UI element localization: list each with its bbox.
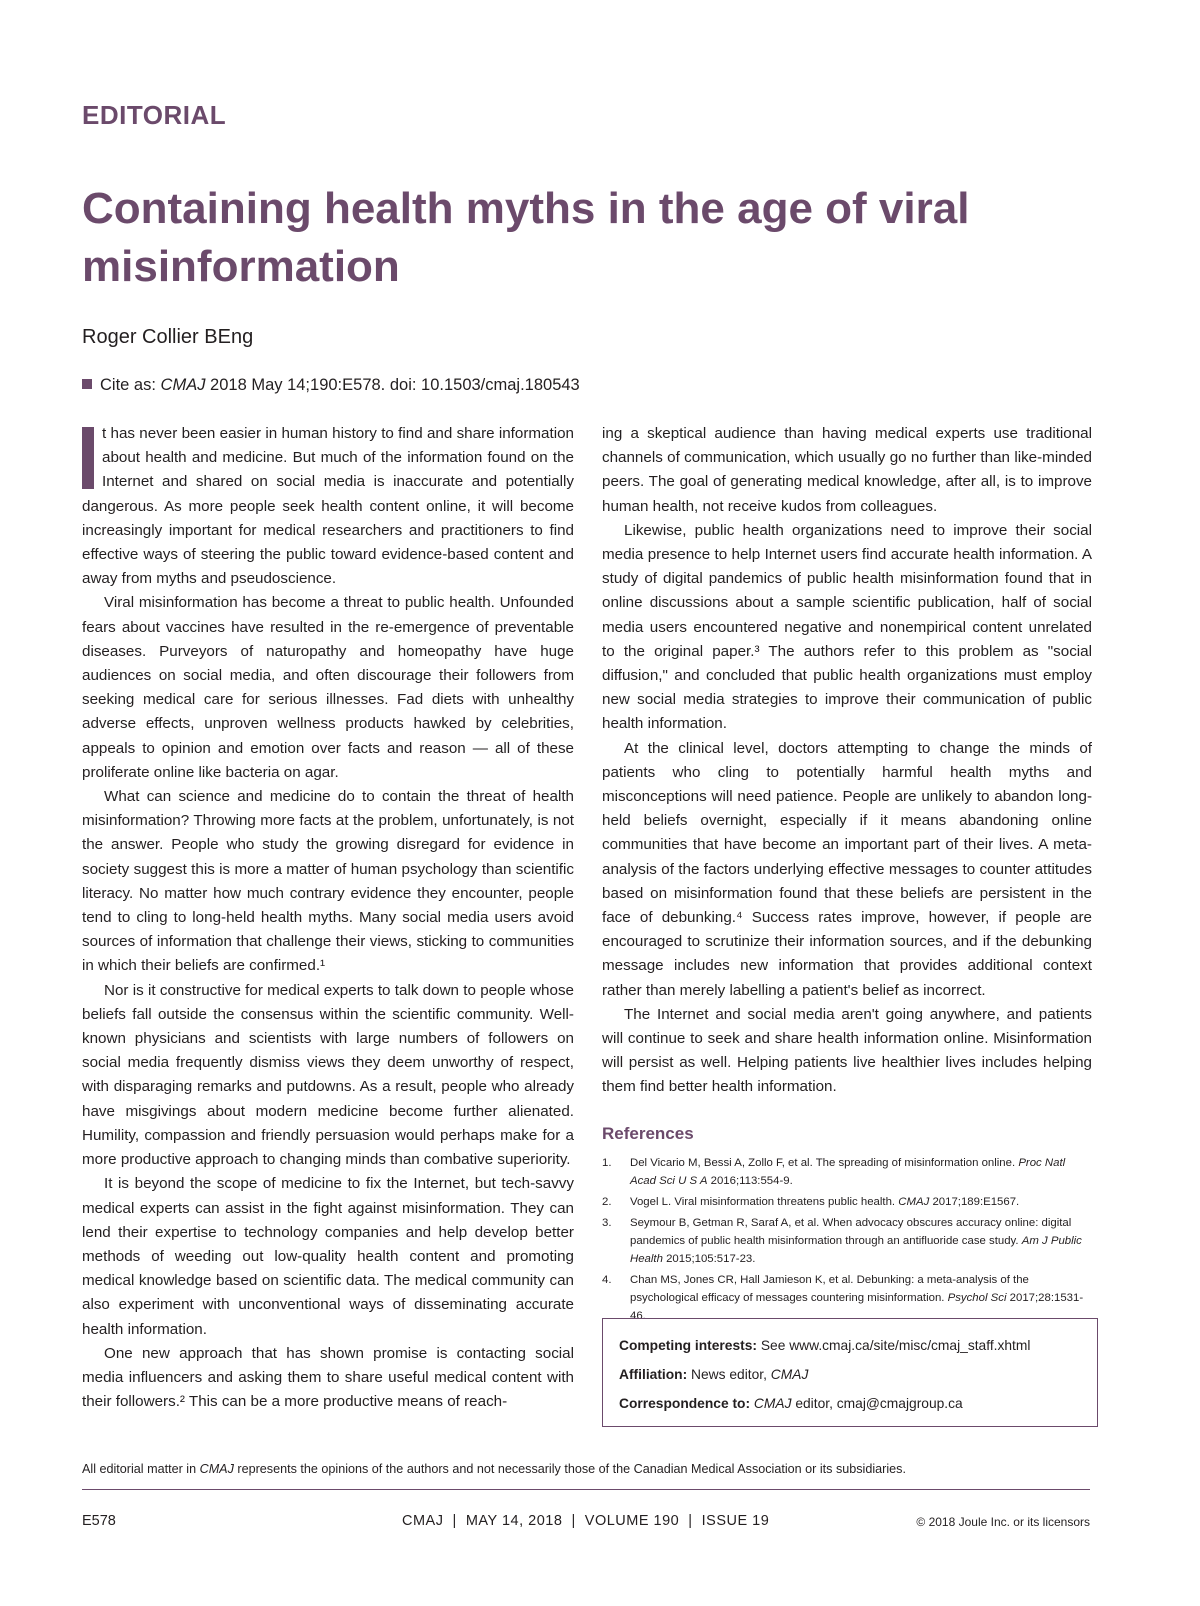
body-column-left	[82, 422, 574, 1414]
reference-volume: 2015;105:517-23.	[662, 1252, 756, 1265]
cite-details: 2018 May 14;190:E578. doi: 10.1503/cmaj.180543	[205, 376, 580, 394]
reference-text	[630, 1271, 1092, 1325]
affiliation-label: Affiliation:	[619, 1367, 688, 1382]
disclaimer-prefix: All editorial matter in	[82, 1462, 200, 1476]
competing-interests-value: See www.cmaj.ca/site/misc/cmaj_staff.xhtml	[756, 1338, 1031, 1353]
paragraph: Likewise, public health organizations need to improve their social media presence to help Internet users find accurate health information. A study of digital pandemics of public health misinformation found that in online discussions about a sample scientific publication, half of social media users encountered negative and nonempirical content unrelated to the original paper.³ The authors refer to this problem as "social diffusion," and concluded that public health organizations must employ new social media strategies to improve their communication of public health information.	[602, 521, 1092, 733]
citation-line	[82, 376, 580, 395]
paragraph	[82, 422, 574, 591]
reference-number: 3.	[602, 1216, 612, 1229]
reference-number: 2.	[602, 1195, 612, 1208]
reference-journal: Proc Natl Acad Sci U S A	[630, 1156, 1066, 1187]
article-title: Containing health myths in the age of viral misinformation	[82, 184, 970, 291]
bullet-square-icon	[82, 379, 92, 389]
reference-text	[630, 1193, 1092, 1211]
reference-journal: Psychol Sci	[947, 1291, 1007, 1304]
affiliation	[619, 1360, 1085, 1389]
body-column-right	[602, 422, 1092, 1328]
reference-volume: 2017;28:1531-46.	[630, 1291, 1084, 1322]
reference-item	[602, 1271, 1092, 1325]
references-heading: References	[602, 1123, 694, 1143]
reference-text	[630, 1214, 1092, 1268]
reference-journal: CMAJ	[898, 1195, 930, 1208]
cite-prefix: Cite as:	[100, 376, 161, 394]
reference-item	[602, 1193, 1092, 1211]
correspondence-value: editor, cmaj@cmajgroup.ca	[791, 1396, 963, 1411]
paragraph: ing a skeptical audience than having medical experts use traditional channels of communication, which usually go no further than like-minded peers. The goal of generating medical knowledge, after all, is to improve human health, not receive kudos from colleagues.	[602, 425, 1092, 515]
paragraph: One new approach that has shown promise is contacting social media influencers and asking them to share useful medical content with their followers.² This can be a more productive means of reach-	[82, 1344, 574, 1411]
reference-number: 1.	[602, 1156, 612, 1169]
reference-body: Seymour B, Getman R, Saraf A, et al. When advocacy obscures accuracy online: digital pandemics of public health misinformation through an antifluoride case study.	[630, 1216, 1072, 1247]
paragraph: Nor is it constructive for medical experts to talk down to people whose beliefs fall outside the consensus within the scientific community. Well-known physicians and scientists with large numbers of followers on social media frequently dismiss views they deem unworthy of respect, with disparaging remarks and putdowns. As a result, people who already have misgivings about modern medicine become further alienated. Humility, compassion and friendly persuasion would perhaps make for a more productive approach to changing minds than combative superiority.	[82, 981, 574, 1169]
reference-text	[630, 1154, 1092, 1190]
reference-body: Chan MS, Jones CR, Hall Jamieson K, et al. Debunking: a meta-analysis of the psychological efficacy of messages countering misinformation.	[630, 1273, 1029, 1304]
reference-body: Del Vicario M, Bessi A, Zollo F, et al. The spreading of misinformation online.	[630, 1156, 1019, 1169]
paragraph: At the clinical level, doctors attempting to change the minds of patients who cling to potentially harmful health myths and misconceptions will need patience. People are unlikely to abandon long-held beliefs overnight, especially if it means abandoning online communities that have become an important part of their lives. A meta-analysis of the factors underlying effective messages to counter attitudes based on misinformation found that these beliefs are persistent in the face of debunking.⁴ Success rates improve, however, if people are encouraged to scrutinize their information sources, and if the debunking message includes new information that provides additional context rather than merely labelling a patient's belief as incorrect.	[602, 739, 1092, 999]
section-label: EDITORIAL	[82, 100, 227, 130]
correspondence-label: Correspondence to:	[619, 1396, 751, 1411]
reference-item	[602, 1214, 1092, 1268]
reference-volume: 2016;113:554-9.	[707, 1174, 793, 1187]
disclaimer-rest: represents the opinions of the authors and not necessarily those of the Canadian Medical Association or its subsidiaries.	[233, 1462, 906, 1476]
copyright-notice: © 2018 Joule Inc. or its licensors	[916, 1515, 1090, 1529]
reference-number: 4.	[602, 1273, 612, 1286]
cite-journal: CMAJ	[160, 376, 206, 394]
affiliation-journal: CMAJ	[770, 1367, 809, 1382]
correspondence	[619, 1389, 1085, 1418]
paragraph: The Internet and social media aren't going anywhere, and patients will continue to seek and share health information online. Misinformation will persist as well. Helping patients live healthier lives includes helping them find better health information.	[602, 1005, 1092, 1096]
paragraph: What can science and medicine do to contain the threat of health misinformation? Throwing more facts at the problem, unfortunately, is not the answer. People who study the growing disregard for evidence in society suggest this is more a matter of human psychology than scientific literacy. No matter how much contrary evidence they encounter, people tend to cling to long-held health myths. Many social media users avoid sources of information that challenge their views, sticking to communities in which their beliefs are confirmed.¹	[82, 788, 574, 975]
paragraph: Viral misinformation has become a threat to public health. Unfounded fears about vaccines have resulted in the re-emergence of preventable diseases. Purveyors of naturopathy and homeopathy have huge audiences on social media, and often discourage their followers from seeking medical care for serious illnesses. Fad diets with unhealthy adverse effects, unproven wellness products hawked by celebrities, appeals to opinion and emotion over facts and reason — all of these proliferate online like bacteria on agar.	[82, 594, 574, 781]
competing-interests-label: Competing interests:	[619, 1338, 757, 1353]
paragraph: It is beyond the scope of medicine to fix the Internet, but tech-savvy medical experts can assist in the fight against misinformation. They can lend their expertise to technology companies and help develop better methods of weeding out low-quality health content and promoting medical knowledge based on scientific data. The medical community can also experiment with unconventional ways of disseminating accurate health information.	[82, 1175, 574, 1338]
author-byline: Roger Collier BEng	[82, 326, 254, 348]
references-list	[602, 1154, 1092, 1325]
reference-journal: Am J Public Health	[630, 1234, 1082, 1265]
editorial-disclaimer	[82, 1462, 1092, 1476]
disclaimer-journal: CMAJ	[199, 1462, 234, 1476]
author-info-box	[602, 1318, 1098, 1427]
competing-interests	[619, 1331, 1085, 1360]
reference-volume: 2017;189:E1567.	[929, 1195, 1020, 1208]
page-number: E578	[82, 1513, 116, 1529]
footer-divider	[82, 1489, 1090, 1490]
paragraph-text: t has never been easier in human history to find and share information about health and medicine. But much of the information found on the Internet and shared on social media is inaccurate and potentially dangerous. As more people seek health content online, it will become increasingly important for medical researchers and practitioners to find effective ways of steering the public toward evidence-based content and away from myths and pseudoscience.	[82, 425, 574, 588]
reference-item	[602, 1154, 1092, 1190]
correspondence-journal: CMAJ	[750, 1396, 792, 1411]
reference-body: Vogel L. Viral misinformation threatens public health.	[630, 1195, 899, 1208]
journal-issue-info: CMAJ | MAY 14, 2018 | VOLUME 190 | ISSUE 19	[402, 1513, 770, 1529]
drop-cap-i	[82, 427, 94, 489]
affiliation-value: News editor,	[687, 1367, 771, 1382]
